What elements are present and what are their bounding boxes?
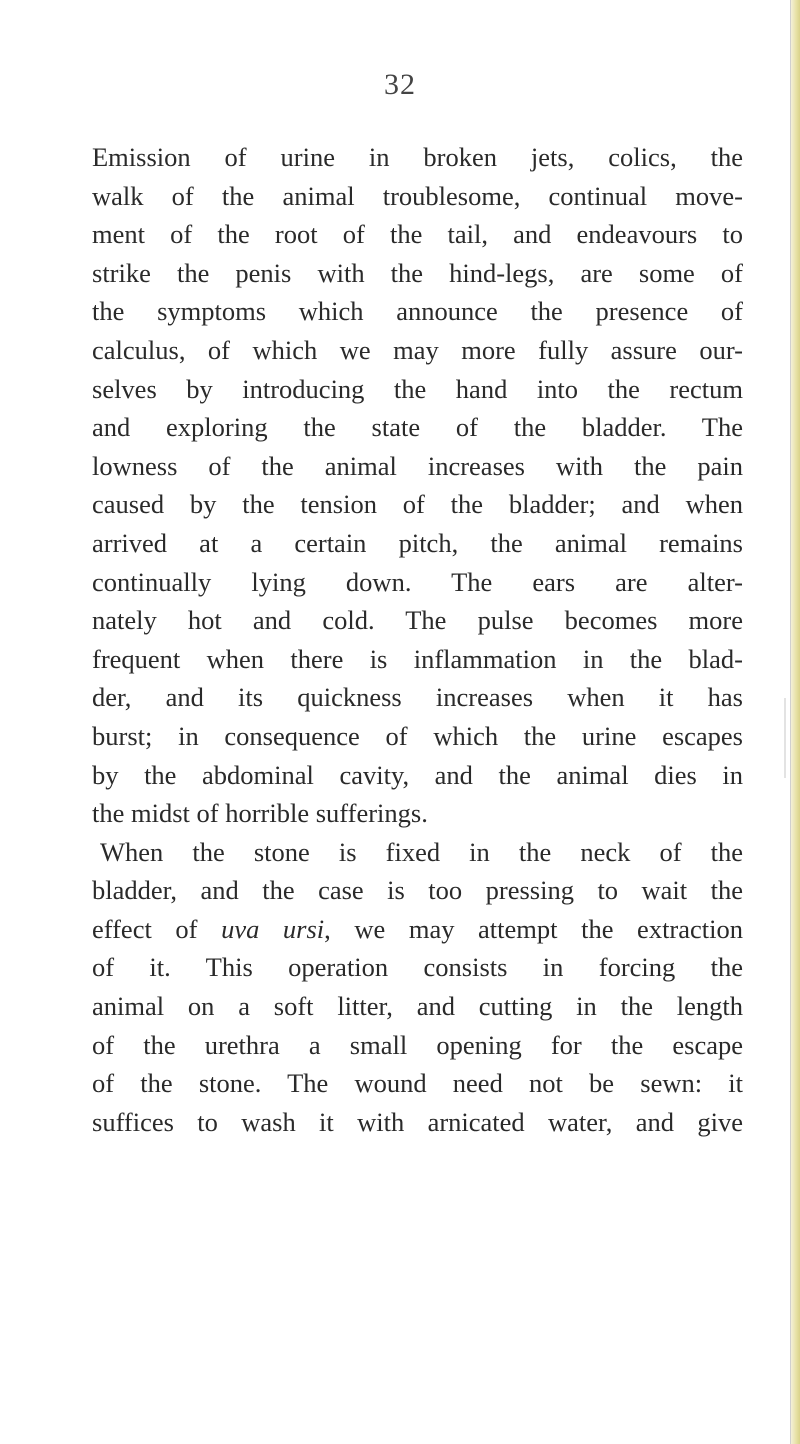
text-line: calculus, of which we may more fully assure our- [92, 334, 743, 365]
text-line: of it. This operation consists in forcing the [92, 952, 743, 983]
text-line: walk of the animal troublesome, continual move- [92, 180, 743, 211]
text-segment: effect of [92, 913, 222, 944]
text-line: the symptoms which announce the presence of [92, 296, 743, 327]
text-line: of the stone. The wound need not be sewn: it [92, 1068, 743, 1099]
text-line-with-italic [92, 910, 743, 949]
text-segment: , we may attempt the extraction [324, 913, 744, 944]
text-line: and exploring the state of the bladder. The [92, 412, 743, 443]
text-line: continually lying down. The ears are alter- [92, 566, 743, 597]
text-line: by the abdominal cavity, and the animal dies in [92, 759, 743, 790]
page-number: 32 [384, 68, 416, 101]
text-line: suffices to wash it with arnicated water, and give [92, 1106, 743, 1137]
text-line: nately hot and cold. The pulse becomes more [92, 605, 743, 636]
text-line: arrived at a certain pitch, the animal remains [92, 527, 743, 558]
text-line: selves by introducing the hand into the rectum [92, 373, 743, 404]
text-line: frequent when there is inflammation in the blad- [92, 643, 743, 674]
text-line: animal on a soft litter, and cutting in the length [92, 991, 743, 1022]
page-edge [791, 0, 800, 1444]
text-line: Emission of urine in broken jets, colics, the [92, 142, 743, 172]
text-line: der, and its quickness increases when it has [92, 682, 743, 713]
italic-term-uva-ursi: uva ursi [221, 913, 325, 944]
text-line-paragraph-end: the midst of horrible sufferings. [92, 798, 428, 829]
text-line: ment of the root of the tail, and endeavours to [92, 219, 743, 250]
body-text [92, 138, 743, 1141]
text-line-paragraph-start: When the stone is fixed in the neck of the [100, 836, 743, 867]
text-line: caused by the tension of the bladder; and when [92, 489, 743, 520]
margin-mark [784, 698, 786, 778]
text-line: lowness of the animal increases with the pain [92, 450, 743, 481]
text-line: strike the penis with the hind-legs, are some of [92, 257, 743, 288]
text-line: bladder, and the case is too pressing to wait the [92, 875, 743, 906]
text-line: of the urethra a small opening for the escape [92, 1029, 743, 1060]
text-line: burst; in consequence of which the urine escapes [92, 720, 743, 751]
